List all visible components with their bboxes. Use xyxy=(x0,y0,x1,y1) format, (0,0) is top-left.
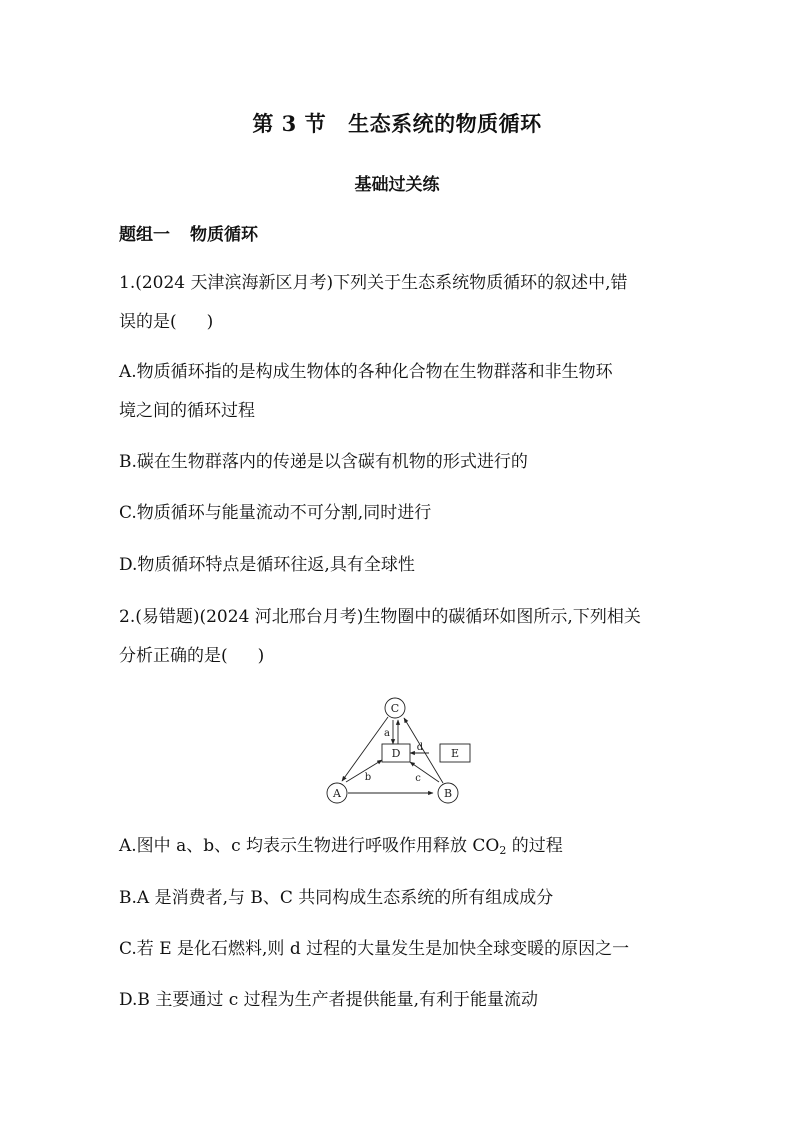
q2-stem-text: 分析正确的是( xyxy=(119,646,228,666)
chapter-number: 第 3 节 xyxy=(252,111,327,136)
chapter-title: 生态系统的物质循环 xyxy=(348,111,542,136)
q1-stem-text: 误的是( xyxy=(119,312,177,332)
group-name: 物质循环 xyxy=(190,225,258,245)
carbon-cycle-diagram xyxy=(318,690,478,806)
q1-stem-close: ) xyxy=(206,312,214,332)
q2-option-a-text: A.图中 a、b、c 均表示生物进行呼吸作用释放 CO xyxy=(119,836,500,856)
q2-option-a xyxy=(119,835,679,857)
q2-stem-line1: 2.(易错题)(2024 河北邢台月考)生物圈中的碳循环如图所示,下列相关 xyxy=(119,607,641,627)
q1-option-d: D.物质循环特点是循环往返,具有全球性 xyxy=(119,555,415,575)
node-a-label: A xyxy=(333,787,341,800)
q2-option-a-tail: 的过程 xyxy=(506,836,563,856)
q1-option-b: B.碳在生物群落内的传递是以含碳有机物的形式进行的 xyxy=(119,452,528,472)
q2-option-a-subscript: 2 xyxy=(499,844,507,857)
q1-option-a-line2: 境之间的循环过程 xyxy=(119,401,255,421)
q2-option-c: C.若 E 是化石燃料,则 d 过程的大量发生是加快全球变暖的原因之一 xyxy=(119,939,630,959)
q2-stem-close: ) xyxy=(257,646,265,666)
group-label: 题组一 xyxy=(119,225,170,245)
edge-label-d: d xyxy=(416,742,424,753)
q1-stem-line1: 1.(2024 天津滨海新区月考)下列关于生态系统物质循环的叙述中,错 xyxy=(119,273,628,293)
section-title xyxy=(0,108,794,138)
q1-stem-line2 xyxy=(119,311,679,333)
q2-stem-line2 xyxy=(119,645,679,667)
q2-option-b: B.A 是消费者,与 B、C 共同构成生态系统的所有组成成分 xyxy=(119,888,554,908)
q1-option-c: C.物质循环与能量流动不可分割,同时进行 xyxy=(119,503,432,523)
node-c-label: C xyxy=(390,702,400,715)
edge-label-b: b xyxy=(364,772,372,783)
q1-option-a-line1: A.物质循环指的是构成生物体的各种化合物在生物群落和非生物环 xyxy=(119,362,613,382)
edge-label-c: c xyxy=(415,773,421,784)
node-b-label: B xyxy=(443,787,453,800)
q2-option-d: D.B 主要通过 c 过程为生产者提供能量,有利于能量流动 xyxy=(119,990,539,1010)
exercise-subtitle: 基础过关练 xyxy=(354,175,440,195)
question-group-heading xyxy=(119,220,258,245)
edge-label-a: a xyxy=(384,728,390,739)
node-e-label: E xyxy=(450,747,460,760)
node-d-label: D xyxy=(391,747,401,760)
